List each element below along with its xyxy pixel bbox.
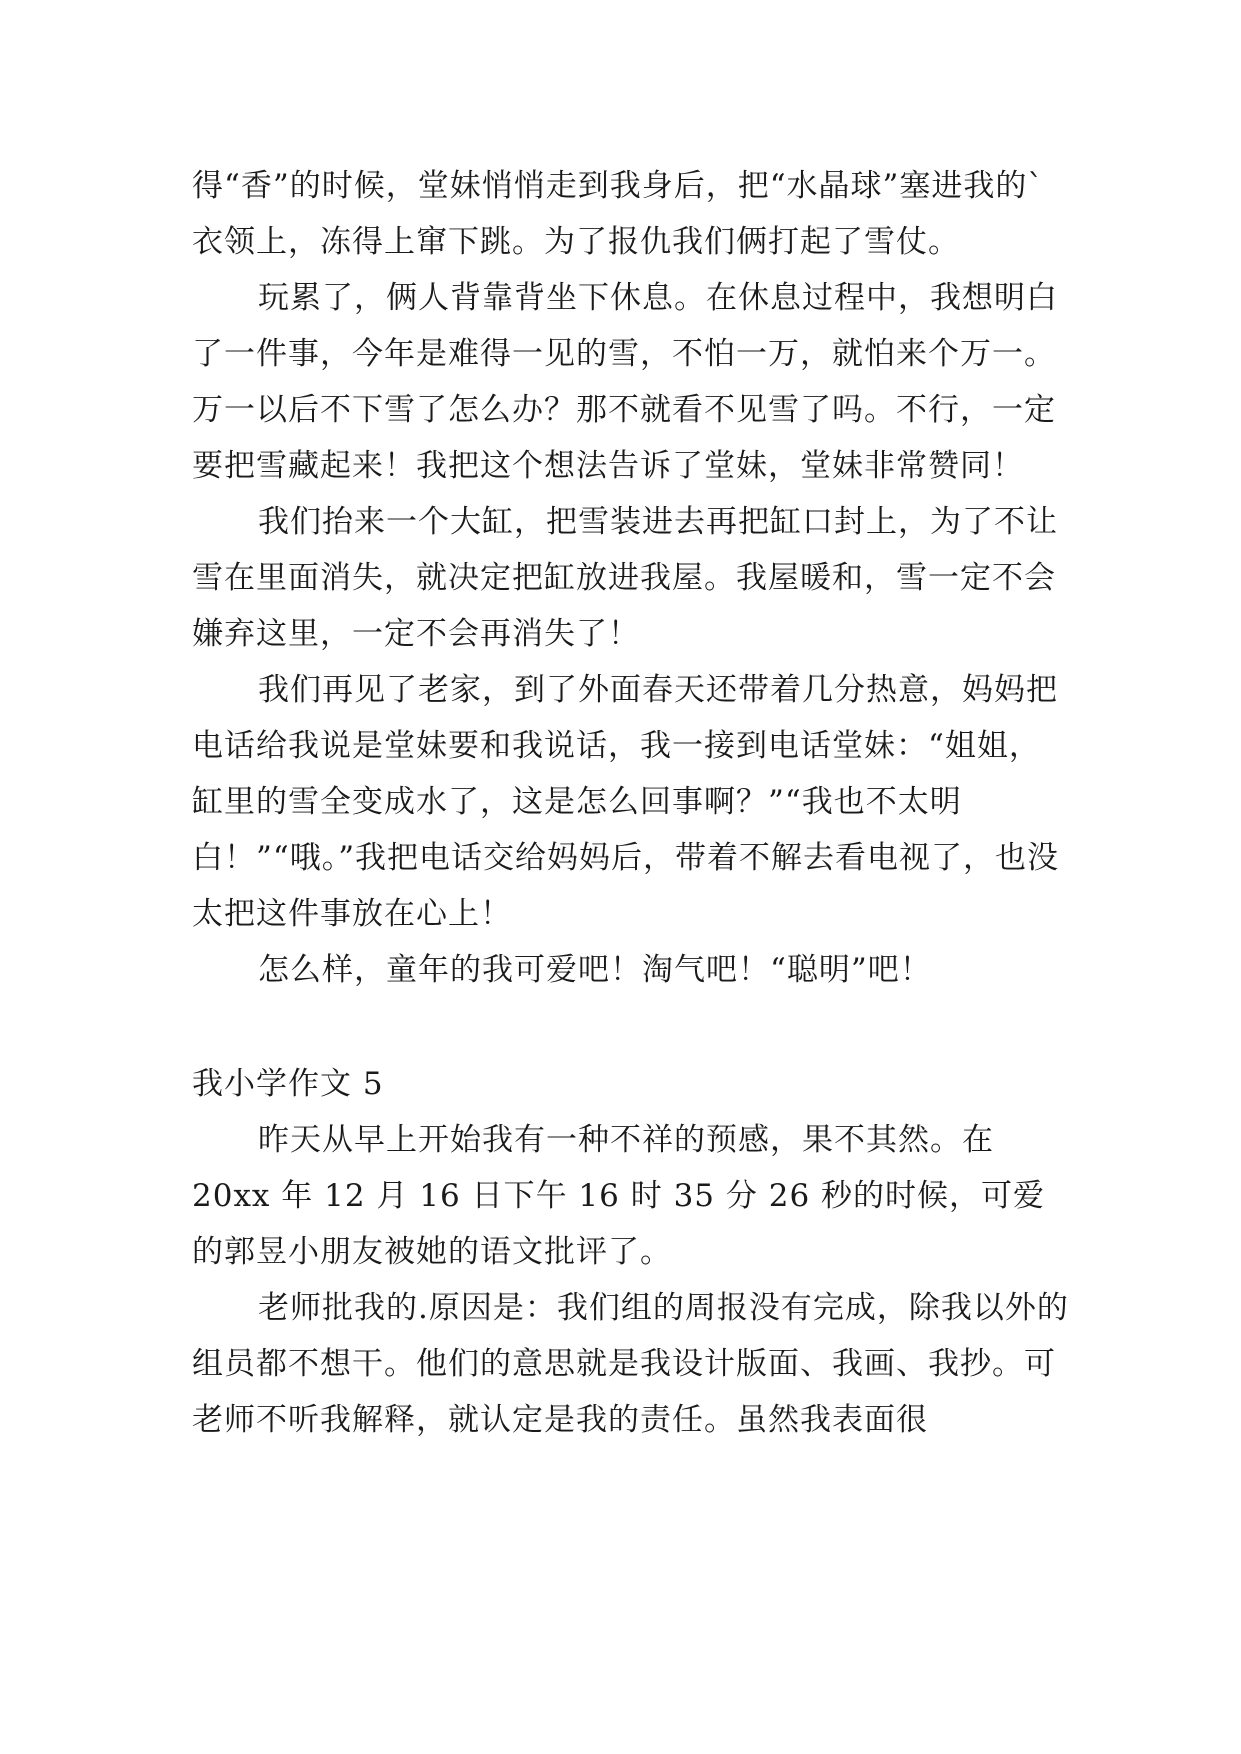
paragraph: 我们抬来一个大缸，把雪装进去再把缸口封上，为了不让雪在里面消失，就决定把缸放进我屋。我屋暖和，雪一定不会嫌弃这里，一定不会再消失了！ — [192, 504, 1058, 652]
paragraph: 怎么样，童年的我可爱吧！淘气吧！“聪明”吧！ — [258, 952, 932, 988]
paragraph: 老师批我的.原因是：我们组的周报没有完成，除我以外的组员都不想干。他们的意思就是我设计版面、我画、我抄。可老师不听我解释，就认定是我的责任。虽然我表面很 — [192, 1290, 1069, 1438]
document-page — [192, 158, 1072, 1448]
paragraph: 得“香”的时候，堂妹悄悄走到我身后，把“水晶球”塞进我的`衣领上，冻得上窜下跳。为了报仇我们俩打起了雪仗。 — [192, 168, 1044, 260]
section-title: 我小学作文 5 — [192, 1066, 384, 1102]
paragraph: 昨天从早上开始我有一种不祥的预感，果不其然。在 20xx 年 12 月 16 日下午 16 时 35 分 26 秒的时候，可爱的郭昱小朋友被她的语文批评了。 — [192, 1122, 1046, 1270]
paragraph: 玩累了，俩人背靠背坐下休息。在休息过程中，我想明白了一件事，今年是难得一见的雪，不怕一万，就怕来个万一。万一以后不下雪了怎么办？那不就看不见雪了吗。不行，一定要把雪藏起来！我把这个想法告诉了堂妹，堂妹非常赞同！ — [192, 280, 1058, 484]
paragraph: 我们再见了老家，到了外面春天还带着几分热意，妈妈把电话给我说是堂妹要和我说话，我一接到电话堂妹：“姐姐，缸里的雪全变成水了，这是怎么回事啊？”“我也不太明白！”“哦。”我把电话交给妈妈后，带着不解去看电视了，也没太把这件事放在心上！ — [192, 672, 1060, 932]
